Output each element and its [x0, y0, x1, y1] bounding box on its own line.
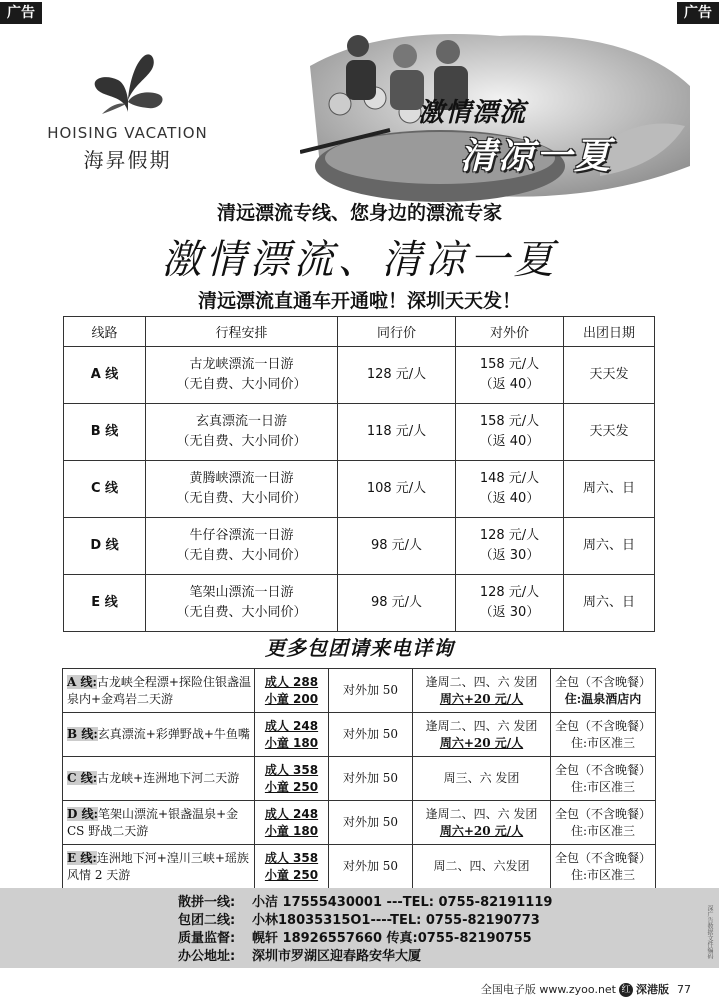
rebate: （返 40） — [479, 491, 540, 506]
public-price-cell — [456, 404, 564, 461]
public-price: 128 元/人 — [479, 584, 540, 600]
adult-price: 成人 358 — [264, 762, 319, 777]
date-cell: 周六、日 — [564, 461, 655, 518]
child-price: 小童 250 — [264, 779, 319, 794]
header-public-price: 对外价 — [456, 317, 564, 347]
contact-label: 质量监督: — [178, 931, 236, 946]
contact-line-4 — [178, 948, 552, 966]
public-price: 158 元/人 — [479, 413, 540, 429]
footer-edition: 深港版 — [636, 983, 669, 996]
contact-line-1 — [178, 894, 552, 912]
package-label: A 线: — [67, 674, 97, 689]
contact-text: 小林18035315O1----TEL: 0755-82190773 — [252, 913, 540, 928]
trip-cell — [146, 404, 338, 461]
stay-text: 住:市区准三 — [570, 867, 636, 882]
public-price-cell — [456, 575, 564, 632]
public-price-cell — [456, 347, 564, 404]
extra-cell: 对外加 50 — [329, 801, 413, 845]
package-route-cell — [63, 801, 255, 845]
inclusion-cell — [551, 845, 656, 889]
date-cell: 周六、日 — [564, 575, 655, 632]
package-label: B 线: — [67, 727, 98, 742]
package-text: 古龙峡+连洲地下河二天游 — [97, 771, 240, 786]
slogan-1: 清远漂流专线、您身边的漂流专家 — [216, 202, 502, 224]
child-price: 小童 250 — [264, 867, 319, 882]
peer-price-cell: 98 元/人 — [338, 575, 456, 632]
departure-cell — [413, 713, 551, 757]
header-itinerary: 行程安排 — [146, 317, 338, 347]
public-price-cell — [456, 518, 564, 575]
date-cell: 天天发 — [564, 404, 655, 461]
extra-cell: 对外加 50 — [329, 845, 413, 889]
stay-text: 住:温泉酒店内 — [564, 691, 642, 706]
footer-badge: 红 — [619, 983, 633, 997]
package-price-cell — [255, 713, 329, 757]
surcharge-text: 周六+20 元/人 — [439, 691, 524, 706]
departure-text: 周三、六 发团 — [443, 771, 520, 786]
trip-name: 古龙峡漂流一日游 — [189, 356, 294, 372]
package-price-cell — [255, 669, 329, 713]
trip-note: （无自费、大小同价） — [176, 548, 307, 563]
departure-text: 逢周二、四、六 发团 — [425, 674, 538, 689]
side-note: 深广告数据文件编码 — [706, 905, 713, 959]
package-price-cell — [255, 757, 329, 801]
stay-text: 住:市区准三 — [570, 823, 636, 838]
table-row — [64, 461, 655, 518]
inclusion-text: 全包（不含晚餐） — [554, 850, 651, 865]
package-route-cell — [63, 713, 255, 757]
table-row — [64, 404, 655, 461]
extra-cell: 对外加 50 — [329, 757, 413, 801]
slogan-3: 清远漂流直通车开通啦！深圳天天发！ — [197, 290, 521, 312]
contact-text: 深圳市罗湖区迎春路安华大厦 — [252, 949, 422, 964]
contact-line-2 — [178, 912, 552, 930]
trip-note: （无自费、大小同价） — [176, 605, 307, 620]
surcharge-text: 周六+20 元/人 — [439, 823, 524, 838]
table-row — [63, 845, 656, 889]
stay-text: 住:市区准三 — [570, 735, 636, 750]
page-footer — [481, 981, 691, 997]
package-label: E 线: — [67, 850, 97, 865]
child-price: 小童 180 — [264, 735, 319, 750]
contact-lines — [178, 894, 552, 966]
route-cell: D 线 — [64, 518, 146, 575]
table-header-row — [64, 317, 655, 347]
adult-price: 成人 288 — [264, 674, 319, 689]
package-text: 古龙峡全程漂+探险住银盏温泉内+金鸡岩二天游 — [67, 674, 251, 706]
rebate: （返 40） — [479, 434, 540, 449]
date-cell: 天天发 — [564, 347, 655, 404]
extra-cell: 对外加 50 — [329, 713, 413, 757]
banner-title-1: 激情漂流 — [418, 98, 527, 128]
contact-label: 散拼一线: — [178, 895, 236, 910]
adult-price: 成人 358 — [264, 850, 319, 865]
rebate: （返 30） — [479, 605, 540, 620]
ad-tag-right: 广告 — [677, 2, 719, 24]
trip-note: （无自费、大小同价） — [176, 377, 307, 392]
departure-cell — [413, 757, 551, 801]
inclusion-text: 全包（不含晚餐） — [554, 762, 651, 777]
header-peer-price: 同行价 — [338, 317, 456, 347]
departure-cell — [413, 801, 551, 845]
package-price-cell — [255, 801, 329, 845]
inclusion-text: 全包（不含晚餐） — [554, 806, 651, 821]
trip-note: （无自费、大小同价） — [176, 434, 307, 449]
departure-cell — [413, 669, 551, 713]
day-trip-price-table — [63, 316, 655, 632]
table-row — [63, 669, 656, 713]
banner-title-2: 清凉一夏 — [460, 135, 613, 177]
logo-text-cn: 海昇假期 — [83, 148, 172, 172]
contact-panel — [0, 888, 719, 968]
trip-name: 牛仔谷漂流一日游 — [189, 527, 294, 543]
trip-name: 玄真漂流一日游 — [195, 413, 287, 429]
package-text: 玄真漂流+彩弹野战+牛鱼嘴 — [97, 727, 250, 742]
package-route-cell — [63, 757, 255, 801]
public-price: 158 元/人 — [479, 356, 540, 372]
trip-name: 笔架山漂流一日游 — [189, 584, 294, 600]
table-row — [63, 801, 656, 845]
inclusion-cell — [551, 713, 656, 757]
rebate: （返 40） — [479, 377, 540, 392]
surcharge-text: 周六+20 元/人 — [439, 735, 524, 750]
footer-site: 全国电子版 www.zyoo.net — [480, 983, 616, 996]
package-route-cell — [63, 845, 255, 889]
inclusion-cell — [551, 669, 656, 713]
package-text: 笔架山漂流+银盏温泉+金 CS 野战二天游 — [67, 806, 239, 838]
table-row — [64, 518, 655, 575]
adult-price: 成人 248 — [264, 806, 319, 821]
contact-label: 办公地址: — [178, 949, 236, 964]
departure-text: 逢周二、四、六 发团 — [425, 718, 538, 733]
contact-text: 幌轩 18926557660 传真:0755-82190755 — [252, 931, 532, 946]
table-row — [64, 575, 655, 632]
package-label: C 线: — [67, 771, 98, 786]
contact-text: 小洁 17555430001 ---TEL: 0755-82191119 — [252, 895, 553, 910]
trip-cell — [146, 518, 338, 575]
route-cell: A 线 — [64, 347, 146, 404]
peer-price-cell: 98 元/人 — [338, 518, 456, 575]
child-price: 小童 200 — [264, 691, 319, 706]
route-cell: E 线 — [64, 575, 146, 632]
inclusion-text: 全包（不含晚餐） — [554, 718, 651, 733]
peer-price-cell: 118 元/人 — [338, 404, 456, 461]
route-cell: C 线 — [64, 461, 146, 518]
public-price-cell — [456, 461, 564, 518]
trip-cell — [146, 461, 338, 518]
trip-cell — [146, 347, 338, 404]
inclusion-cell — [551, 757, 656, 801]
rebate: （返 30） — [479, 548, 540, 563]
contact-label: 包团二线: — [178, 913, 236, 928]
adult-price: 成人 248 — [264, 718, 319, 733]
table-row — [63, 757, 656, 801]
more-packages-title: 更多包团请来电详询 — [265, 636, 454, 660]
route-cell: B 线 — [64, 404, 146, 461]
public-price: 148 元/人 — [479, 470, 540, 486]
trip-cell — [146, 575, 338, 632]
inclusion-text: 全包（不含晚餐） — [554, 674, 651, 689]
trip-name: 黄腾峡漂流一日游 — [189, 470, 294, 486]
logo — [40, 52, 215, 173]
header-route: 线路 — [64, 317, 146, 347]
table-row — [63, 713, 656, 757]
contact-line-3 — [178, 930, 552, 948]
ad-tag-left: 广告 — [0, 2, 42, 24]
inclusion-cell — [551, 801, 656, 845]
header-departure-date: 出团日期 — [564, 317, 655, 347]
package-label: D 线: — [67, 806, 99, 821]
stay-text: 住:市区准三 — [570, 779, 636, 794]
departure-text: 周二、四、六发团 — [433, 859, 530, 874]
extra-cell: 对外加 50 — [329, 669, 413, 713]
package-text: 连洲地下河+湟川三峡+瑶族风情 2 天游 — [67, 850, 249, 882]
peer-price-cell: 128 元/人 — [338, 347, 456, 404]
trip-note: （无自费、大小同价） — [176, 491, 307, 506]
table-row — [64, 347, 655, 404]
package-route-cell — [63, 669, 255, 713]
departure-text: 逢周二、四、六 发团 — [425, 806, 538, 821]
slogan-2: 激情漂流、清凉一夏 — [161, 237, 558, 283]
public-price: 128 元/人 — [479, 527, 540, 543]
peer-price-cell: 108 元/人 — [338, 461, 456, 518]
butterfly-logo-icon — [88, 52, 168, 118]
child-price: 小童 180 — [264, 823, 319, 838]
page-number: 77 — [677, 983, 691, 996]
logo-text-en: HOISING VACATION — [47, 124, 208, 142]
package-tour-table — [62, 668, 656, 889]
departure-cell — [413, 845, 551, 889]
package-price-cell — [255, 845, 329, 889]
date-cell: 周六、日 — [564, 518, 655, 575]
